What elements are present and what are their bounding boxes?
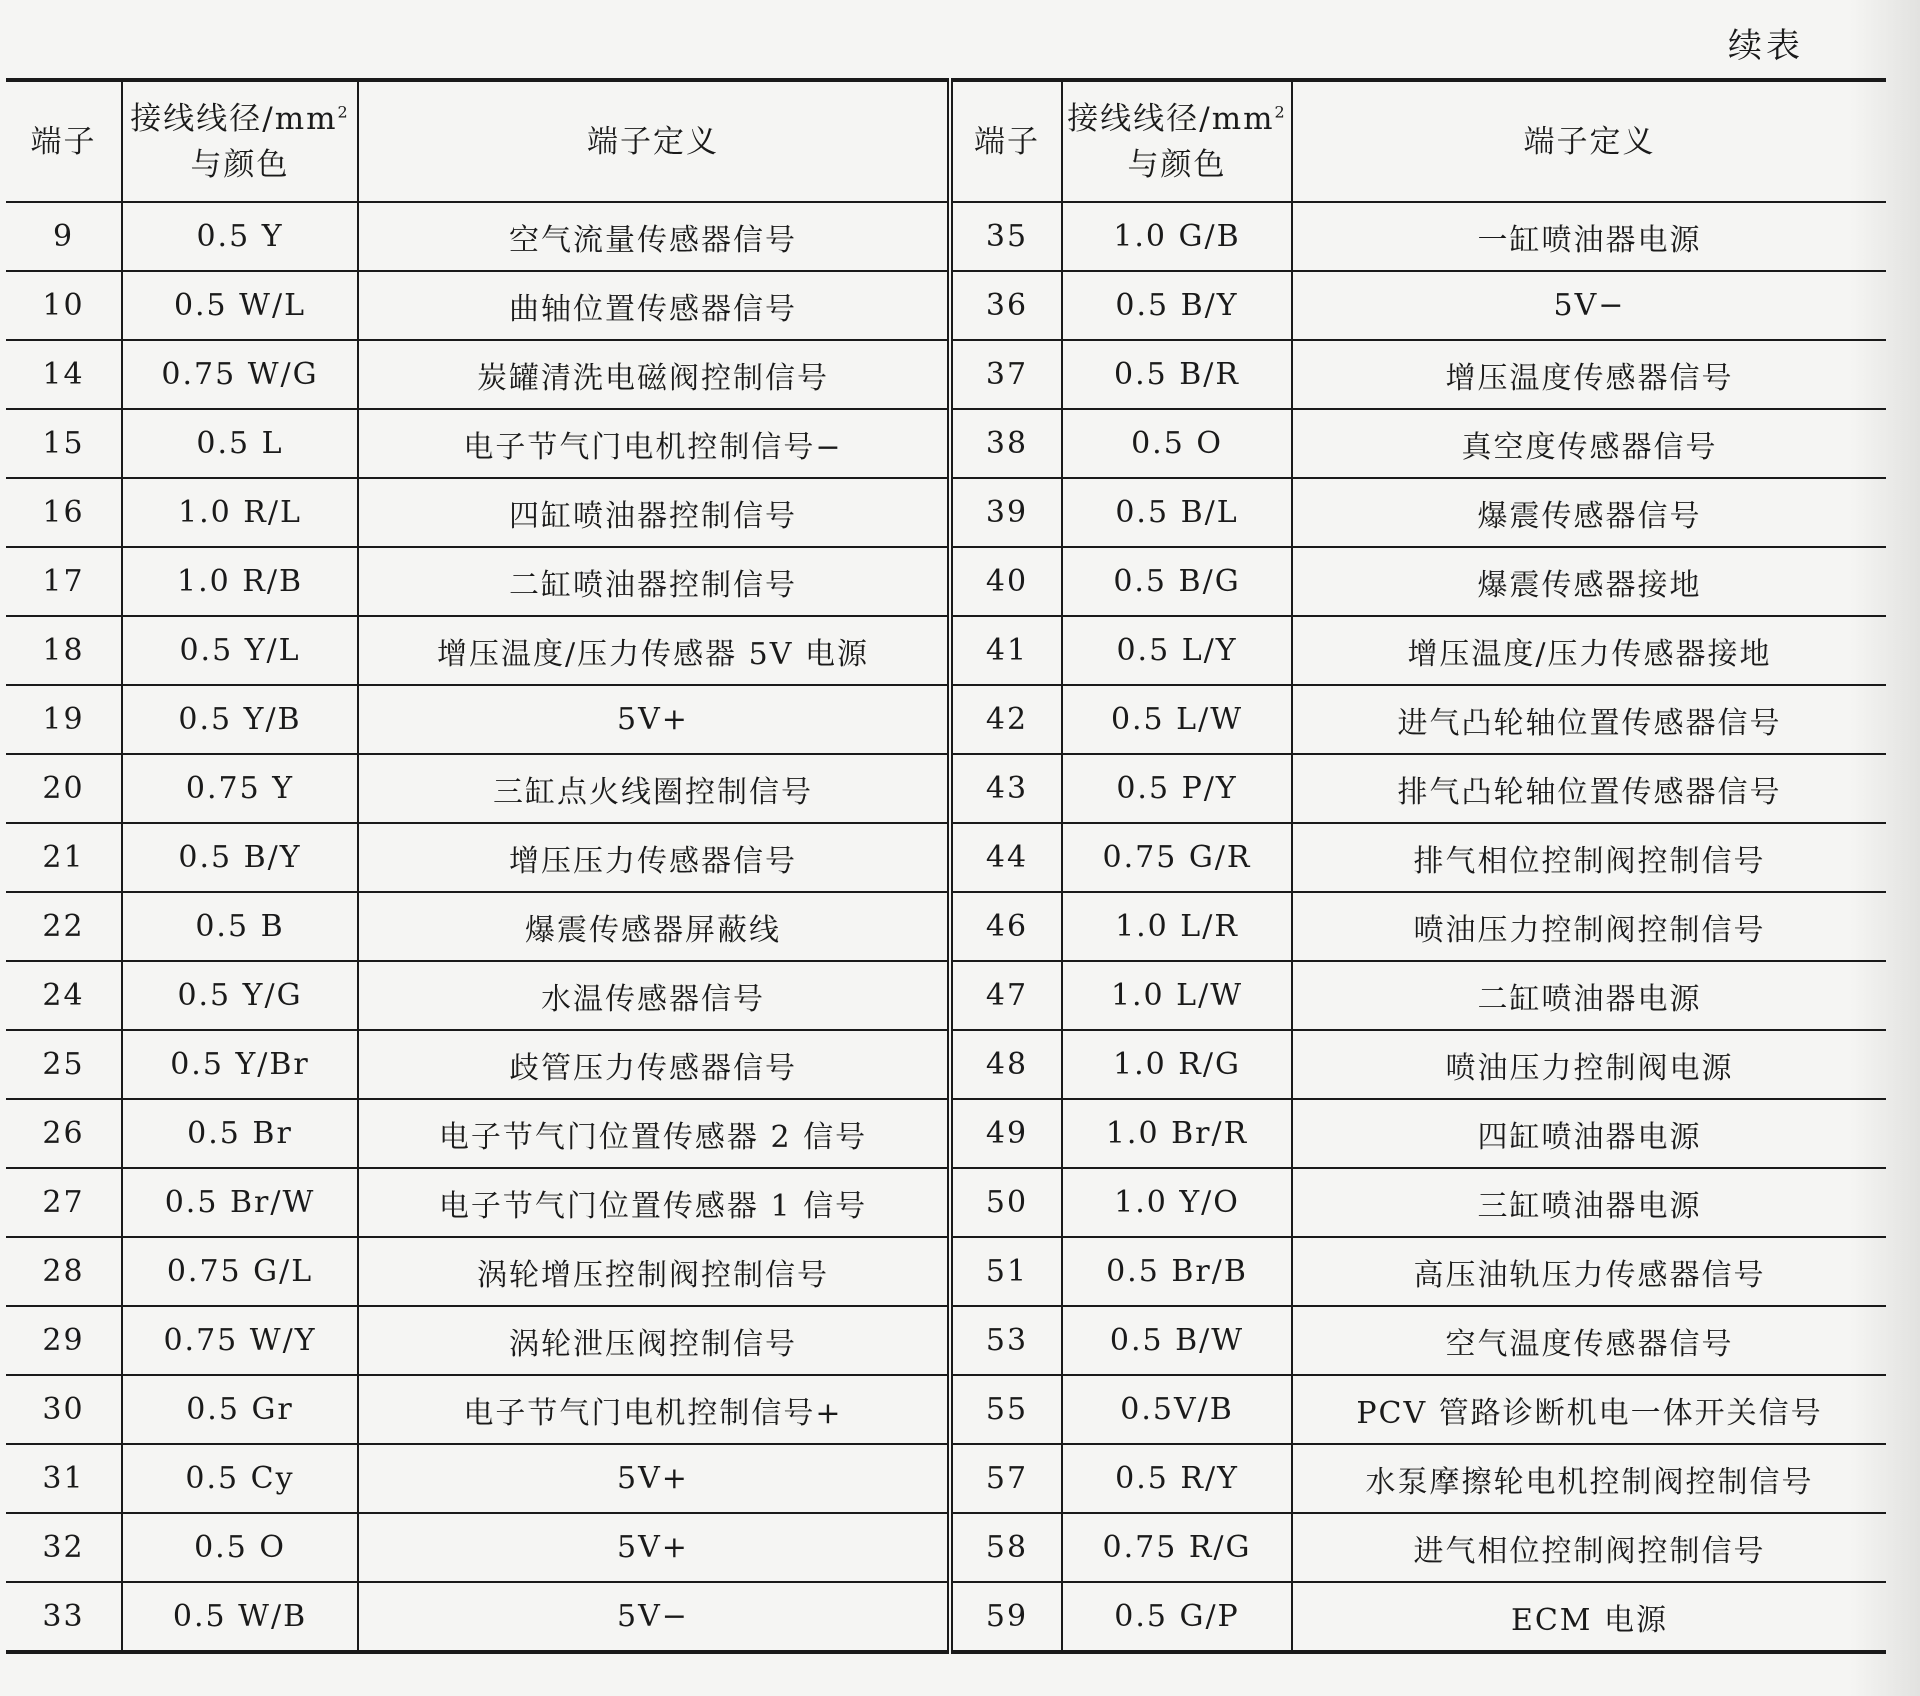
right-terminal-cell: 43 — [950, 754, 1062, 823]
left-definition-cell: 电子节气门电机控制信号− — [358, 409, 950, 478]
table-row — [6, 892, 1886, 961]
left-wire-cell: 0.75 W/G — [122, 340, 358, 409]
right-wire-cell: 0.75 G/R — [1062, 823, 1292, 892]
table-row — [6, 271, 1886, 340]
left-definition-cell: 二缸喷油器控制信号 — [358, 547, 950, 616]
right-definition-cell: 水泵摩擦轮电机控制阀控制信号 — [1292, 1444, 1886, 1513]
left-definition-cell: 增压压力传感器信号 — [358, 823, 950, 892]
right-wire-cell: 0.5 P/Y — [1062, 754, 1292, 823]
left-wire-cell: 0.5 Gr — [122, 1375, 358, 1444]
left-definition-cell: 四缸喷油器控制信号 — [358, 478, 950, 547]
right-terminal-cell: 40 — [950, 547, 1062, 616]
left-terminal-cell: 19 — [6, 685, 122, 754]
right-definition-cell: 排气相位控制阀控制信号 — [1292, 823, 1886, 892]
right-definition-cell: 排气凸轮轴位置传感器信号 — [1292, 754, 1886, 823]
right-wire-cell: 0.5 B/L — [1062, 478, 1292, 547]
header-definition-left: 端子定义 — [358, 80, 950, 202]
right-terminal-cell: 58 — [950, 1513, 1062, 1582]
right-terminal-cell: 49 — [950, 1099, 1062, 1168]
left-terminal-cell: 18 — [6, 616, 122, 685]
left-terminal-cell: 20 — [6, 754, 122, 823]
right-definition-cell: 增压温度传感器信号 — [1292, 340, 1886, 409]
right-wire-cell: 0.5 L/W — [1062, 685, 1292, 754]
left-wire-cell: 0.5 Y/B — [122, 685, 358, 754]
table-row — [6, 685, 1886, 754]
left-terminal-cell: 26 — [6, 1099, 122, 1168]
header-wire-line2: 与颜色 — [1127, 146, 1227, 183]
left-wire-cell: 0.5 B — [122, 892, 358, 961]
right-wire-cell: 0.5 B/W — [1062, 1306, 1292, 1375]
left-wire-cell: 0.5 Br/W — [122, 1168, 358, 1237]
right-wire-cell: 0.5 Br/B — [1062, 1237, 1292, 1306]
left-wire-cell: 0.5 Y/L — [122, 616, 358, 685]
right-wire-cell: 0.5 B/Y — [1062, 271, 1292, 340]
table-row — [6, 1513, 1886, 1582]
left-wire-cell: 1.0 R/L — [122, 478, 358, 547]
left-terminal-cell: 28 — [6, 1237, 122, 1306]
left-wire-cell: 0.5 L — [122, 409, 358, 478]
header-terminal-right: 端子 — [950, 80, 1062, 202]
right-terminal-cell: 46 — [950, 892, 1062, 961]
table-row — [6, 202, 1886, 271]
left-definition-cell: 电子节气门位置传感器 1 信号 — [358, 1168, 950, 1237]
terminal-definition-table — [6, 78, 1886, 1654]
table-row — [6, 1237, 1886, 1306]
left-terminal-cell: 10 — [6, 271, 122, 340]
right-terminal-cell: 37 — [950, 340, 1062, 409]
right-wire-cell: 0.5 R/Y — [1062, 1444, 1292, 1513]
header-wire-line1: 接线线径/mm — [1067, 100, 1275, 137]
right-wire-cell: 0.5 G/P — [1062, 1582, 1292, 1652]
right-definition-cell: 喷油压力控制阀电源 — [1292, 1030, 1886, 1099]
left-terminal-cell: 33 — [6, 1582, 122, 1652]
left-terminal-cell: 21 — [6, 823, 122, 892]
left-definition-cell: 涡轮泄压阀控制信号 — [358, 1306, 950, 1375]
right-definition-cell: 真空度传感器信号 — [1292, 409, 1886, 478]
left-wire-cell: 0.5 Cy — [122, 1444, 358, 1513]
left-wire-cell: 0.75 Y — [122, 754, 358, 823]
left-definition-cell: 三缸点火线圈控制信号 — [358, 754, 950, 823]
table-row — [6, 616, 1886, 685]
left-wire-cell: 0.5 B/Y — [122, 823, 358, 892]
right-terminal-cell: 47 — [950, 961, 1062, 1030]
right-wire-cell: 0.5 L/Y — [1062, 616, 1292, 685]
right-wire-cell: 1.0 G/B — [1062, 202, 1292, 271]
right-definition-cell: 空气温度传感器信号 — [1292, 1306, 1886, 1375]
right-terminal-cell: 55 — [950, 1375, 1062, 1444]
left-terminal-cell: 32 — [6, 1513, 122, 1582]
right-definition-cell: 5V− — [1292, 271, 1886, 340]
right-definition-cell: 四缸喷油器电源 — [1292, 1099, 1886, 1168]
left-wire-cell: 0.75 G/L — [122, 1237, 358, 1306]
right-terminal-cell: 39 — [950, 478, 1062, 547]
header-wire-line2: 与颜色 — [190, 146, 290, 183]
left-terminal-cell: 25 — [6, 1030, 122, 1099]
right-definition-cell: PCV 管路诊断机电一体开关信号 — [1292, 1375, 1886, 1444]
left-definition-cell: 5V+ — [358, 1444, 950, 1513]
table-row — [6, 409, 1886, 478]
right-wire-cell: 1.0 Y/O — [1062, 1168, 1292, 1237]
right-definition-cell: 爆震传感器信号 — [1292, 478, 1886, 547]
left-terminal-cell: 24 — [6, 961, 122, 1030]
left-terminal-cell: 22 — [6, 892, 122, 961]
left-wire-cell: 0.5 Y/Br — [122, 1030, 358, 1099]
right-definition-cell: 增压温度/压力传感器接地 — [1292, 616, 1886, 685]
header-terminal-left: 端子 — [6, 80, 122, 202]
right-definition-cell: 二缸喷油器电源 — [1292, 961, 1886, 1030]
left-terminal-cell: 9 — [6, 202, 122, 271]
left-terminal-cell: 31 — [6, 1444, 122, 1513]
table-row — [6, 961, 1886, 1030]
left-terminal-cell: 14 — [6, 340, 122, 409]
table-row — [6, 823, 1886, 892]
right-terminal-cell: 51 — [950, 1237, 1062, 1306]
left-terminal-cell: 16 — [6, 478, 122, 547]
table-row — [6, 478, 1886, 547]
right-definition-cell: ECM 电源 — [1292, 1582, 1886, 1652]
right-terminal-cell: 42 — [950, 685, 1062, 754]
right-wire-cell: 1.0 L/R — [1062, 892, 1292, 961]
header-row — [6, 80, 1886, 202]
table-row — [6, 1168, 1886, 1237]
right-wire-cell: 1.0 R/G — [1062, 1030, 1292, 1099]
table-row — [6, 1099, 1886, 1168]
left-definition-cell: 曲轴位置传感器信号 — [358, 271, 950, 340]
left-definition-cell: 歧管压力传感器信号 — [358, 1030, 950, 1099]
table-row — [6, 754, 1886, 823]
left-wire-cell: 0.5 W/L — [122, 271, 358, 340]
right-definition-cell: 爆震传感器接地 — [1292, 547, 1886, 616]
left-wire-cell: 0.5 W/B — [122, 1582, 358, 1652]
left-definition-cell: 炭罐清洗电磁阀控制信号 — [358, 340, 950, 409]
left-definition-cell: 电子节气门电机控制信号+ — [358, 1375, 950, 1444]
right-wire-cell: 0.5V/B — [1062, 1375, 1292, 1444]
left-definition-cell: 涡轮增压控制阀控制信号 — [358, 1237, 950, 1306]
left-definition-cell: 爆震传感器屏蔽线 — [358, 892, 950, 961]
left-wire-cell: 0.5 Y/G — [122, 961, 358, 1030]
left-definition-cell: 空气流量传感器信号 — [358, 202, 950, 271]
right-terminal-cell: 48 — [950, 1030, 1062, 1099]
right-wire-cell: 1.0 L/W — [1062, 961, 1292, 1030]
right-wire-cell: 1.0 Br/R — [1062, 1099, 1292, 1168]
left-definition-cell: 水温传感器信号 — [358, 961, 950, 1030]
right-terminal-cell: 41 — [950, 616, 1062, 685]
right-definition-cell: 三缸喷油器电源 — [1292, 1168, 1886, 1237]
left-definition-cell: 5V+ — [358, 1513, 950, 1582]
left-wire-cell: 1.0 R/B — [122, 547, 358, 616]
left-wire-cell: 0.5 O — [122, 1513, 358, 1582]
right-terminal-cell: 59 — [950, 1582, 1062, 1652]
right-terminal-cell: 38 — [950, 409, 1062, 478]
table-row — [6, 340, 1886, 409]
left-terminal-cell: 30 — [6, 1375, 122, 1444]
left-wire-cell: 0.5 Y — [122, 202, 358, 271]
table-row — [6, 1582, 1886, 1652]
header-definition-right: 端子定义 — [1292, 80, 1886, 202]
right-wire-cell: 0.5 B/G — [1062, 547, 1292, 616]
table-row — [6, 1030, 1886, 1099]
header-wire-left — [122, 80, 358, 202]
header-wire-line1: 接线线径/mm — [130, 100, 338, 137]
right-wire-cell: 0.5 B/R — [1062, 340, 1292, 409]
right-definition-cell: 进气凸轮轴位置传感器信号 — [1292, 685, 1886, 754]
right-terminal-cell: 36 — [950, 271, 1062, 340]
left-wire-cell: 0.75 W/Y — [122, 1306, 358, 1375]
right-wire-cell: 0.5 O — [1062, 409, 1292, 478]
table-body — [6, 202, 1886, 1652]
left-terminal-cell: 15 — [6, 409, 122, 478]
right-definition-cell: 进气相位控制阀控制信号 — [1292, 1513, 1886, 1582]
table-row — [6, 1306, 1886, 1375]
left-terminal-cell: 17 — [6, 547, 122, 616]
left-definition-cell: 5V− — [358, 1582, 950, 1652]
right-terminal-cell: 35 — [950, 202, 1062, 271]
right-terminal-cell: 50 — [950, 1168, 1062, 1237]
right-terminal-cell: 57 — [950, 1444, 1062, 1513]
continued-label: 续表 — [1728, 26, 1804, 66]
right-terminal-cell: 53 — [950, 1306, 1062, 1375]
table-row — [6, 547, 1886, 616]
right-wire-cell: 0.75 R/G — [1062, 1513, 1292, 1582]
left-definition-cell: 增压温度/压力传感器 5V 电源 — [358, 616, 950, 685]
left-terminal-cell: 29 — [6, 1306, 122, 1375]
right-definition-cell: 喷油压力控制阀控制信号 — [1292, 892, 1886, 961]
right-definition-cell: 高压油轨压力传感器信号 — [1292, 1237, 1886, 1306]
header-wire-sup: 2 — [337, 102, 350, 122]
table-container — [6, 78, 1886, 1654]
right-terminal-cell: 44 — [950, 823, 1062, 892]
left-wire-cell: 0.5 Br — [122, 1099, 358, 1168]
left-terminal-cell: 27 — [6, 1168, 122, 1237]
header-wire-sup: 2 — [1274, 102, 1287, 122]
right-definition-cell: 一缸喷油器电源 — [1292, 202, 1886, 271]
header-wire-right — [1062, 80, 1292, 202]
left-definition-cell: 5V+ — [358, 685, 950, 754]
table-row — [6, 1375, 1886, 1444]
left-definition-cell: 电子节气门位置传感器 2 信号 — [358, 1099, 950, 1168]
table-row — [6, 1444, 1886, 1513]
